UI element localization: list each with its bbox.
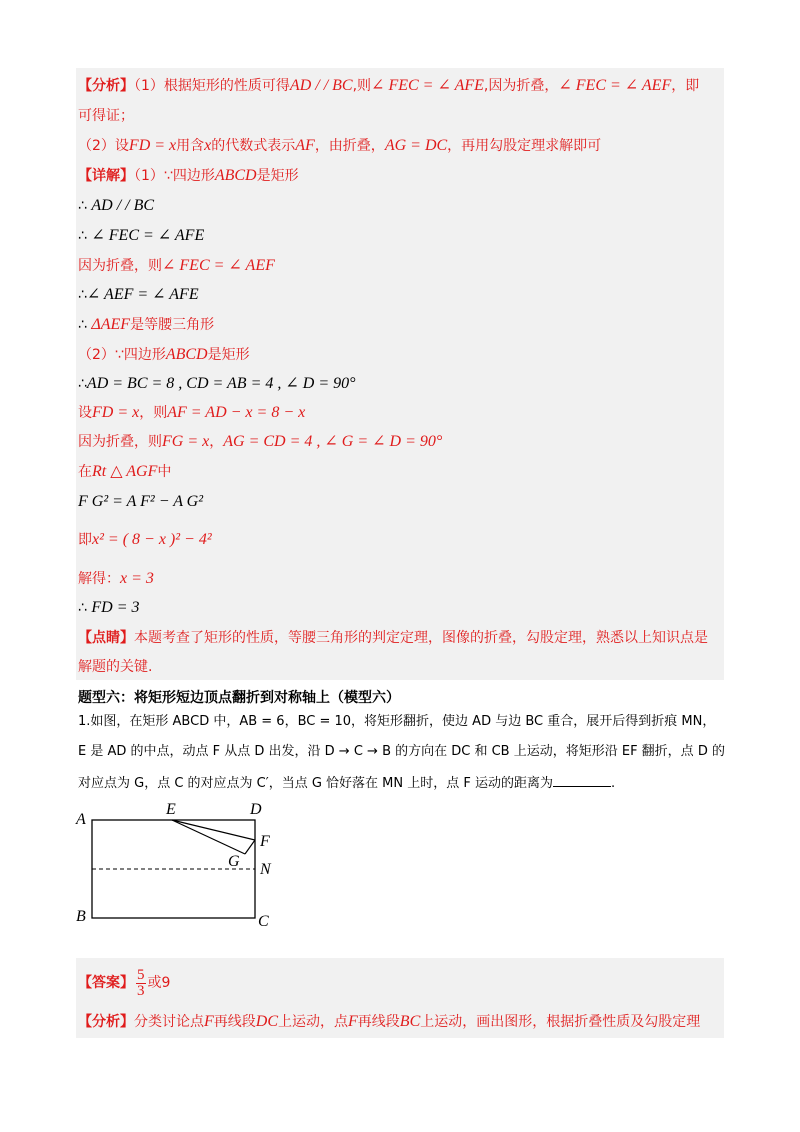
- detail-line-4: 因为折叠，则∠ FEC = ∠ AEF: [78, 257, 275, 274]
- rectangle-fold-figure: [72, 800, 292, 940]
- problem-line-3: 对应点为 G，点 C 的对应点为 C′，当点 G 恰好落在 MN 上时，点 F 运动的距离为 .: [78, 772, 615, 794]
- answer-blank: [553, 772, 611, 787]
- detail-line-11: 在Rt △ AGF中: [78, 463, 172, 480]
- detail-line-7: （2）∵四边形ABCD是矩形: [78, 346, 250, 363]
- label-A: A: [76, 811, 86, 828]
- problem-line-2: E 是 AD 的中点，动点 F 从点 D 出发，沿 D → C → B 的方向在 DC 和 CB 上运动，将矩形沿 EF 翻折，点 D 的: [78, 744, 725, 759]
- label-E: E: [166, 801, 176, 818]
- detail-line-5: ∴∠ AEF = ∠ AFE: [78, 286, 199, 303]
- analysis-line-2: 可得证；: [78, 108, 134, 124]
- analysis-line-3: （2）设FD = x用含x的代数式表示AF，由折叠，AG = DC，再用勾股定理求解即可: [78, 137, 602, 154]
- answer-fraction: $\frac{5}{3}$: [137, 966, 145, 999]
- comment-line-2: 解题的关键.: [78, 659, 153, 675]
- problem-heading: 题型六：将矩形短边顶点翻折到对称轴上（模型六）: [78, 690, 400, 706]
- detail-line-9: 设FD = x，则AF = AD − x = 8 − x: [78, 404, 306, 421]
- detail-line-6: ∴ ΔAEF是等腰三角形: [78, 316, 215, 333]
- label-C: C: [258, 913, 269, 930]
- detail-line-2: ∴ AD / / BC: [78, 197, 155, 214]
- detail-line-3: ∴ ∠ FEC = ∠ AFE: [78, 227, 205, 244]
- detail-line-15: ∴ FD = 3: [78, 599, 140, 616]
- label-B: B: [76, 908, 86, 925]
- detail-line-8: ∴AD = BC = 8 , CD = AB = 4 , ∠ D = 90°: [78, 375, 356, 392]
- detail-line-10: 因为折叠，则FG = x，AG = CD = 4 , ∠ G = ∠ D = 90°: [78, 433, 443, 450]
- problem-line-1: 1.如图，在矩形 ABCD 中，AB = 6，BC = 10，将矩形翻折，使边 AD 与边 BC 重合，展开后得到折痕 MN，: [78, 714, 716, 729]
- detail-line-13: 即x² = ( 8 − x )² − 4²: [78, 531, 212, 548]
- label-N: N: [260, 861, 271, 878]
- answer-line: 【答案】 $\frac{5}{3}$ 或9: [78, 966, 171, 999]
- detail-line-1: 【详解】（1）∵四边形ABCD是矩形: [78, 167, 299, 184]
- analysis-line-1: 【分析】（1）根据矩形的性质可得AD / / BC,则∠ FEC = ∠ AFE,因为折叠，∠ FEC = ∠ AEF，即: [78, 77, 700, 94]
- label-G: G: [228, 853, 240, 870]
- detail-line-14: 解得：x = 3: [78, 570, 154, 587]
- answer-analysis-line: 【分析】分类讨论点F再线段DC上运动，点F再线段BC上运动，画出图形，根据折叠性质及勾股定理: [78, 1013, 701, 1030]
- detail-line-12: F G² = A F² − A G²: [78, 493, 204, 510]
- label-F: F: [260, 833, 270, 850]
- comment-line-1: 【点睛】本题考查了矩形的性质，等腰三角形的判定定理，图像的折叠，勾股定理，熟悉以上知识点是: [78, 630, 708, 646]
- label-D: D: [250, 801, 262, 818]
